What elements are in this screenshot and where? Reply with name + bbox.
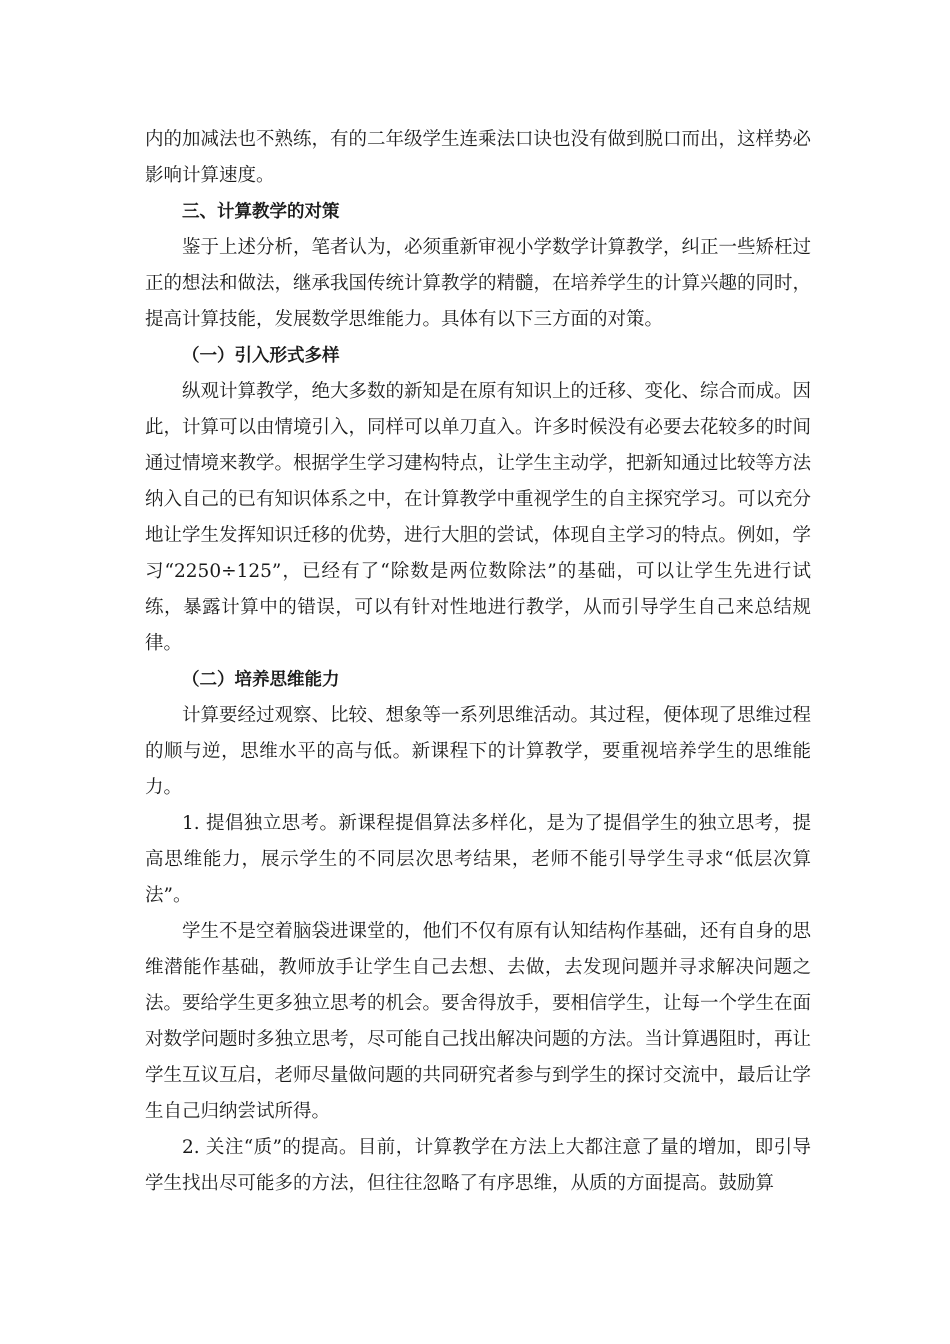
subheading-intro-forms: （一）引入形式多样 bbox=[182, 346, 340, 366]
section-heading-3: 三、计算教学的对策 bbox=[182, 202, 340, 222]
paragraph-thinking: 计算要经过观察、比较、想象等一系列思维活动。其过程，便体现了思维过程的顺与逆，思维水平的高与低。新课程下的计算教学，要重视培养学生的思维能力。 bbox=[145, 705, 812, 798]
subheading-thinking: （二）培养思维能力 bbox=[182, 670, 340, 690]
paragraph-strategy-intro: 鉴于上述分析，笔者认为，必须重新审视小学数学计算教学，纠正一些矫枉过正的想法和做法，继承我国传统计算教学的精髓，在培养学生的计算兴趣的同时，提高计算技能，发展数学思维能力。具体有以下三方面的对策。 bbox=[145, 237, 812, 330]
paragraph-item-1: 1. 提倡独立思考。新课程提倡算法多样化，是为了提倡学生的独立思考，提高思维能力，展示学生的不同层次思考结果，老师不能引导学生寻求“低层次算法”。 bbox=[145, 813, 811, 906]
paragraph-intro-forms: 纵观计算教学，绝大多数的新知是在原有知识上的迁移、变化、综合而成。因此，计算可以由情境引入，同样可以单刀直入。许多时候没有必要去花较多的时间通过情境来教学。根据学生学习建构特点，让学生主动学，把新知通过比较等方法纳入自己的已有知识体系之中，在计算教学中重视学生的自主探究学习。可以充分地让学生发挥知识迁移的优势，进行大胆的尝试，体现自主学习的特点。例如，学习“2250÷125”，已经有了“除数是两位数除法”的基础，可以让学生先进行试练，暴露计算中的错误，可以有针对性地进行教学，从而引导学生自己来总结规律。 bbox=[145, 381, 812, 654]
paragraph-students: 学生不是空着脑袋进课堂的，他们不仅有原有认知结构作基础，还有自身的思维潜能作基础，教师放手让学生自己去想、去做，去发现问题并寻求解决问题之法。要给学生更多独立思考的机会。要舍得放手，要相信学生，让每一个学生在面对数学问题时多独立思考，尽可能自己找出解决问题的方法。当计算遇阻时，再让学生互议互启，老师尽量做问题的共同研究者参与到学生的探讨交流中，最后让学生自己归纳尝试所得。 bbox=[145, 921, 812, 1122]
paragraph-item-2: 2. 关注“质”的提高。目前，计算教学在方法上大都注意了量的增加，即引导学生找出尽可能多的方法，但往往忽略了有序思维，从质的方面提高。鼓励算 bbox=[145, 1137, 811, 1194]
paragraph-continued: 内的加减法也不熟练，有的二年级学生连乘法口诀也没有做到脱口而出，这样势必影响计算速度。 bbox=[145, 129, 812, 186]
